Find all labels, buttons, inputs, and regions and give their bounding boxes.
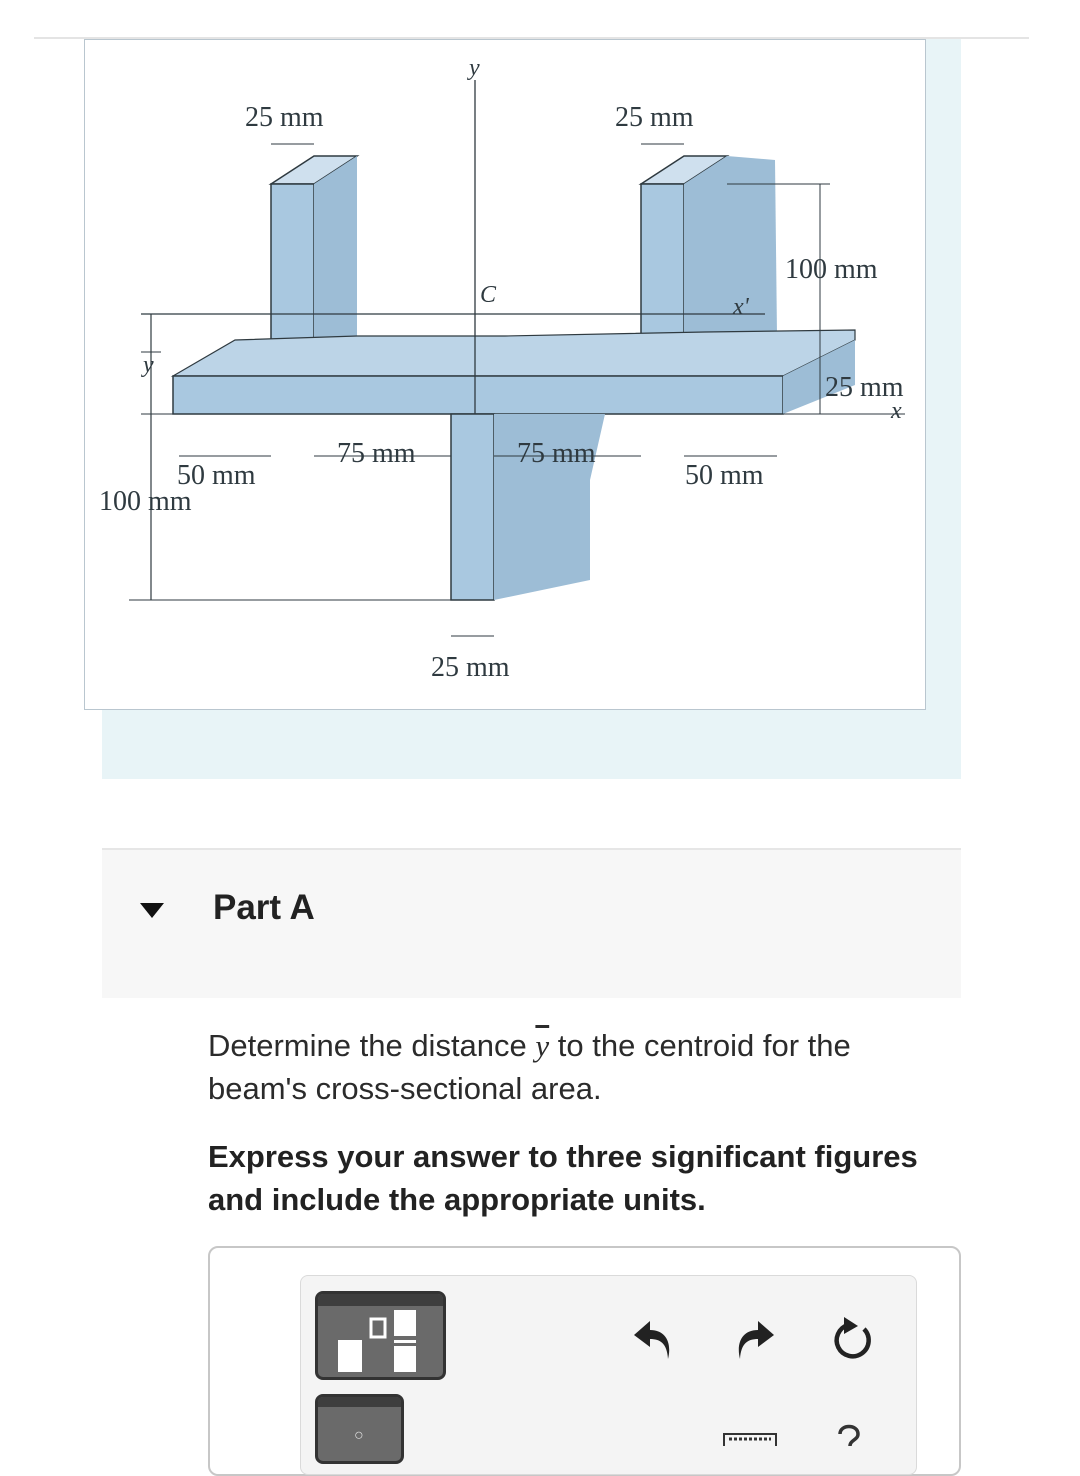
flange-thickness-label: 25 mm: [825, 372, 904, 403]
units-button-band: [318, 1397, 401, 1407]
web-height-label: 100 mm: [785, 254, 878, 285]
left-overhang-label: 50 mm: [177, 460, 256, 491]
collapse-caret-icon[interactable]: [140, 903, 164, 918]
x-axis-label: x: [891, 398, 902, 424]
keyboard-icon[interactable]: [723, 1432, 777, 1446]
question-text-before: Determine the distance: [208, 1028, 536, 1063]
right-web-thickness-label: 25 mm: [615, 102, 694, 133]
x-prime-label: x': [733, 294, 749, 320]
help-icon[interactable]: [834, 1420, 864, 1446]
undo-icon[interactable]: [630, 1315, 676, 1365]
ybar-symbol: $\overline{y}$: [535, 1028, 550, 1063]
question-text: [208, 1024, 948, 1110]
redo-icon[interactable]: [732, 1315, 778, 1365]
units-button[interactable]: [315, 1394, 404, 1464]
reset-icon[interactable]: [826, 1315, 876, 1365]
stem-thickness-label: 25 mm: [431, 652, 510, 683]
part-title: Part A: [213, 888, 315, 927]
stem-depth-label: 100 mm: [99, 486, 192, 517]
left-web-thickness-label: 25 mm: [245, 102, 324, 133]
units-icon: ○: [354, 1427, 364, 1444]
right-spacing-label: 75 mm: [517, 438, 596, 469]
stem-front: [451, 414, 494, 600]
templates-icon: [318, 1294, 443, 1377]
right-overhang-label: 50 mm: [685, 460, 764, 491]
beam-cross-section-diagram: [85, 40, 927, 711]
templates-button[interactable]: [315, 1291, 446, 1380]
flange-front: [173, 376, 783, 414]
ybar-label: y: [143, 352, 154, 378]
beam-figure: [84, 39, 926, 710]
left-spacing-label: 75 mm: [337, 438, 416, 469]
question-text-after: to the centroid for the beam's cross-sectional area.: [208, 1028, 851, 1106]
centroid-label: C: [480, 282, 497, 308]
y-axis-label: y: [469, 55, 480, 81]
answer-instruction: Express your answer to three significant figures and include the appropriate units.: [208, 1139, 918, 1217]
